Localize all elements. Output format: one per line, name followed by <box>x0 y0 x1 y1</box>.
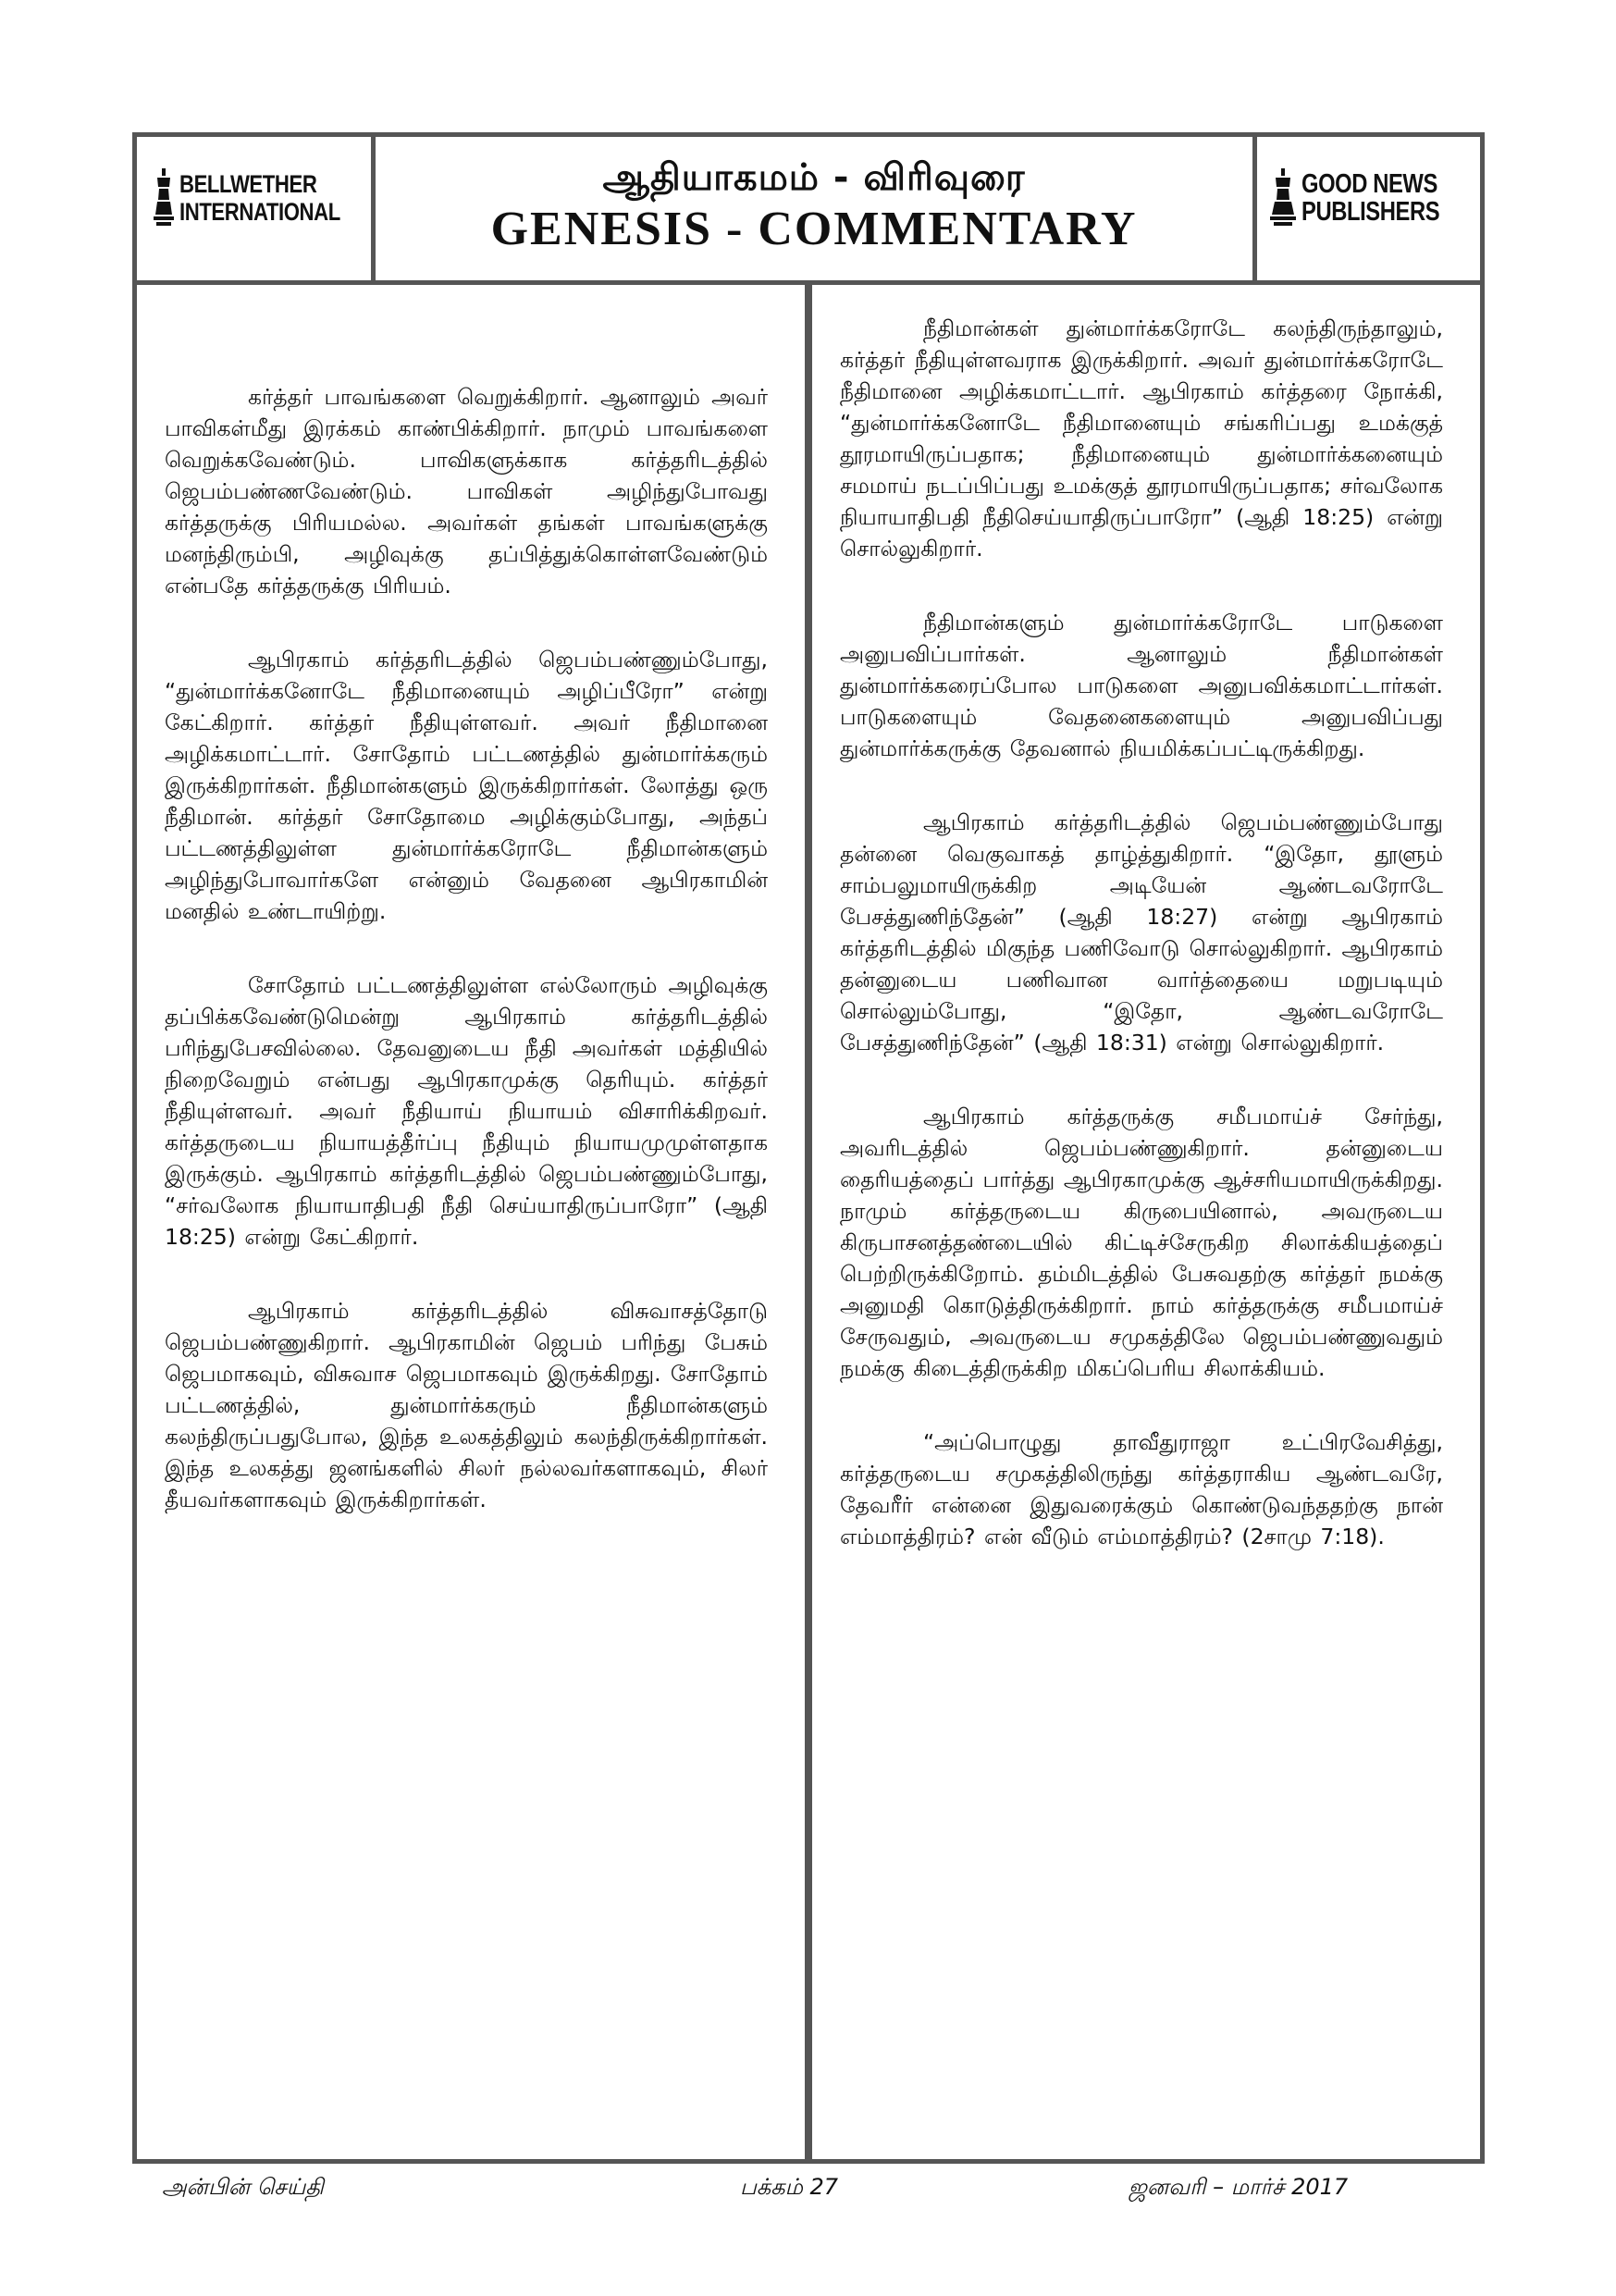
bell-icon <box>1270 168 1296 228</box>
footer-page-number: பக்கம் 27 <box>740 2174 839 2200</box>
paragraph: ஆபிரகாம் கர்த்தருக்கு சமீபமாய்ச் சேர்ந்து, அவரிடத்தில் ஜெபம்பண்ணுகிறார். தன்னுடைய தைரியத்தைப் பார்த்து ஆபிரகாமுக்கு ஆச்சரியமாயிருக்கிறது. நாமும் கர்த்தருடைய கிருபையினால், அவருடைய கிருபாசனத்தண்டையில் கிட்டிச்சேருகிற சிலாக்கியத்தைப் பெற்றிருக்கிறோம். தம்மிடத்தில் பேசுவதற்கு கர்த்தர் நமக்கு அனுமதி கொடுத்திருக்கிறார். நாம் கர்த்தருக்கு சமீபமாய்ச் சேருவதும், அவருடைய சமுகத்திலே ஜெபம்பண்ணுவதும் நமக்கு கிடைத்திருக்கிற மிகப்பெரிய சிலாக்கியம். <box>840 1104 1443 1381</box>
good-news-logo <box>1270 168 1470 228</box>
title-cell <box>376 137 1252 280</box>
left-logo-cell <box>137 137 376 280</box>
paragraph: நீதிமான்கள் துன்மார்க்கரோடே கலந்திருந்தாலும், கர்த்தர் நீதியுள்ளவராக இருக்கிறார். அவர் துன்மார்க்கரோடே நீதிமானை அழிக்கமாட்டார். ஆபிரகாம் கர்த்தரை நோக்கி, “துன்மார்க்கனோடே நீதிமானையும் சங்கரிப்பது உமக்குத் தூரமாயிருப்பதாக; நீதிமானையும் துன்மார்க்கனையும் சமமாய் நடப்பிப்பது உமக்குத் தூரமாயிருப்பதாக; சர்வலோக நியாயாதிபதி நீதிசெய்யாதிருப்பாரோ” (ஆதி 18:25) என்று சொல்லுகிறார். <box>840 315 1443 562</box>
right-logo-line2: PUBLISHERS <box>1301 197 1440 227</box>
page-frame <box>132 132 1485 2164</box>
paragraph: ஆபிரகாம் கர்த்தரிடத்தில் விசுவாசத்தோடு ஜெபம்பண்ணுகிறார். ஆபிரகாமின் ஜெபம் பரிந்து பேசும் ஜெபமாகவும், விசுவாச ஜெபமாகவும் இருக்கிறது. சோதோம் பட்டணத்தில், துன்மார்க்கரும் நீதிமான்களும் கலந்திருப்பதுபோல, இந்த உலகத்திலும் கலந்திருக்கிறார்கள். இந்த உலகத்து ஜனங்களில் சிலர் நல்லவர்களாகவும், சிலர் தீயவர்களாகவும் இருக்கிறார்கள். <box>165 1298 768 1512</box>
page-title-english: GENESIS - COMMENTARY <box>490 203 1138 255</box>
content-body <box>137 285 1480 2159</box>
paragraph: ஆபிரகாம் கர்த்தரிடத்தில் ஜெபம்பண்ணும்போது, “துன்மார்க்கனோடே நீதிமானையும் அழிப்பீரோ” என்று கேட்கிறார். கர்த்தர் நீதியுள்ளவர். அவர் நீதிமானை அழிக்கமாட்டார். சோதோம் பட்டணத்தில் துன்மார்க்கரும் இருக்கிறார்கள். நீதிமான்களும் இருக்கிறார்கள். லோத்து ஒரு நீதிமான். கர்த்தர் சோதோமை அழிக்கும்போது, அந்தப் பட்டணத்திலுள்ள துன்மார்க்கரோடே நீதிமான்களும் அழிந்துபோவார்களே என்னும் வேதனை ஆபிரகாமின் மனதில் உண்டாயிற்று. <box>165 647 768 924</box>
footer-magazine-name: அன்பின் செய்தி <box>162 2174 324 2200</box>
header <box>137 137 1480 285</box>
bellwether-logo <box>154 168 376 228</box>
left-logo-line1: BELLWETHER <box>179 170 317 198</box>
paragraph: ஆபிரகாம் கர்த்தரிடத்தில் ஜெபம்பண்ணும்போது தன்னை வெகுவாகத் தாழ்த்துகிறார். “இதோ, தூளும் சாம்பலுமாயிருக்கிற அடியேன் ஆண்டவரோடே பேசத்துணிந்தேன்” (ஆதி 18:27) என்று ஆபிரகாம் கர்த்தரிடத்தில் மிகுந்த பணிவோடு சொல்லுகிறார். ஆபிரகாம் தன்னுடைய பணிவான வார்த்தையை மறுபடியும் சொல்லும்போது, “இதோ, ஆண்டவரோடே பேசத்துணிந்தேன்” (ஆதி 18:31) என்று சொல்லுகிறார். <box>840 809 1443 1055</box>
paragraph: கர்த்தர் பாவங்களை வெறுக்கிறார். ஆனாலும் அவர் பாவிகள்மீது இரக்கம் காண்பிக்கிறார். நாமும் பாவங்களை வெறுக்கவேண்டும். பாவிகளுக்காக கர்த்தரிடத்தில் ஜெபம்பண்ணவேண்டும். பாவிகள் அழிந்துபோவது கர்த்தருக்கு பிரியமல்ல. அவர்கள் தங்கள் பாவங்களுக்கு மனந்திரும்பி, அழிவுக்கு தப்பித்துக்கொள்ளவேண்டும் என்பதே கர்த்தருக்கு பிரியம். <box>165 384 768 599</box>
right-logo-cell <box>1252 137 1480 280</box>
paragraph: “அப்பொழுது தாவீதுராஜா உட்பிரவேசித்து, கர்த்தருடைய சமுகத்திலிருந்து கர்த்தராகிய ஆண்டவரே, தேவரீர் என்னை இதுவரைக்கும் கொண்டுவந்ததற்கு நான் எம்மாத்திரம்? என் வீடும் எம்மாத்திரம்? (2சாமு 7:18). <box>840 1429 1443 1549</box>
left-logo-line2: INTERNATIONAL <box>179 198 340 226</box>
footer-issue-date: ஜனவரி – மார்ச் 2017 <box>1129 2174 1349 2200</box>
paragraph: நீதிமான்களும் துன்மார்க்கரோடே பாடுகளை அனுபவிப்பார்கள். ஆனாலும் நீதிமான்கள் துன்மார்க்கரைப்போல பாடுகளை அனுபவிக்கமாட்டார்கள். பாடுகளையும் வேதனைகளையும் அனுபவிப்பது துன்மார்க்கருக்கு தேவனால் நியமிக்கப்பட்டிருக்கிறது. <box>840 610 1443 761</box>
bell-icon <box>154 168 174 228</box>
page-footer <box>0 2168 1616 2224</box>
left-column <box>137 285 808 2159</box>
right-column <box>808 285 1480 2159</box>
paragraph: சோதோம் பட்டணத்திலுள்ள எல்லோரும் அழிவுக்கு தப்பிக்கவேண்டுமென்று ஆபிரகாம் கர்த்தரிடத்தில் பரிந்துபேசவில்லை. தேவனுடைய நீதி அவர்கள் மத்தியில் நிறைவேறும் என்பது ஆபிரகாமுக்கு தெரியும். கர்த்தர் நீதியுள்ளவர். அவர் நீதியாய் நியாயம் விசாரிக்கிறவர். கர்த்தருடைய நியாயத்தீர்ப்பு நீதியும் நியாயமுமுள்ளதாக இருக்கும். ஆபிரகாம் கர்த்தரிடத்தில் ஜெபம்பண்ணும்போது, “சர்வலோக நியாயாதிபதி நீதி செய்யாதிருப்பாரோ” (ஆதி 18:25) என்று கேட்கிறார். <box>165 972 768 1250</box>
page-title-tamil: ஆதியாகமம் - விரிவுரை <box>602 156 1026 199</box>
right-logo-line1: GOOD NEWS <box>1301 169 1437 199</box>
